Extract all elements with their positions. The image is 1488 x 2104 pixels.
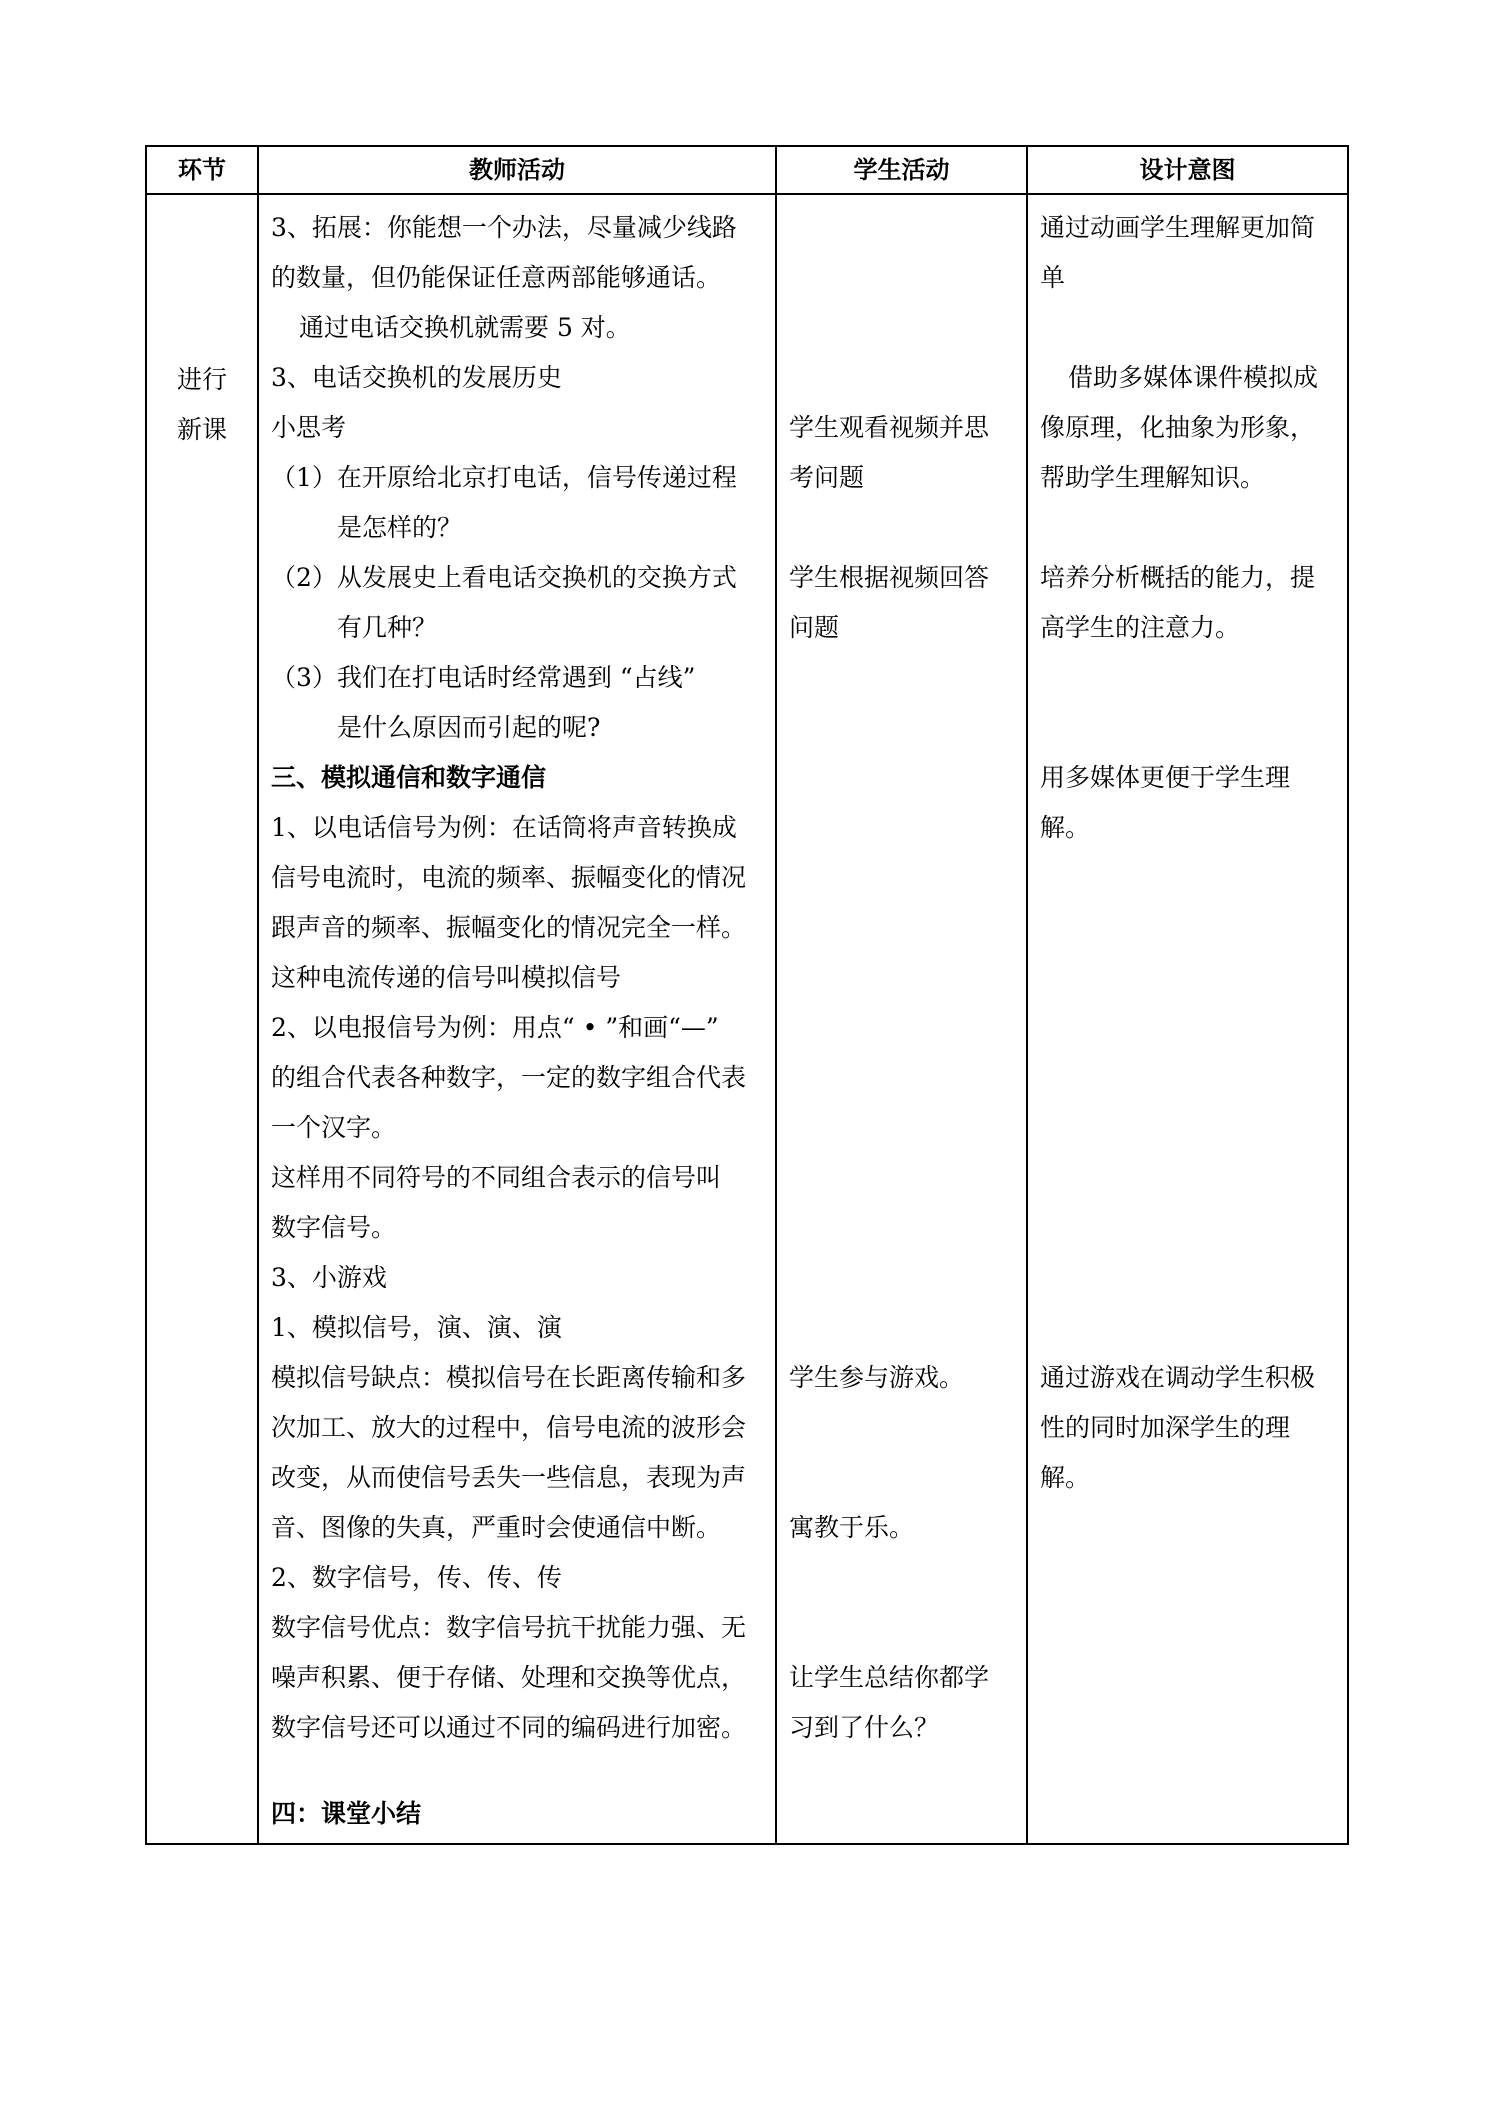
design-line: 通过游戏在调动学生积极 bbox=[1040, 1363, 1316, 1392]
design-line: 通过动画学生理解更加简 bbox=[1040, 213, 1316, 242]
teacher-line: 数字信号还可以通过不同的编码进行加密。 bbox=[271, 1713, 747, 1742]
teacher-line: 这种电流传递的信号叫模拟信号 bbox=[271, 963, 622, 992]
stage-label-line: 新课 bbox=[177, 415, 228, 444]
design-line: 帮助学生理解知识。 bbox=[1040, 463, 1266, 492]
teacher-line: 这样用不同符号的不同组合表示的信号叫 bbox=[271, 1163, 722, 1192]
header-row bbox=[146, 146, 1348, 194]
teacher-line: 噪声积累、便于存储、处理和交换等优点， bbox=[271, 1663, 747, 1692]
stage-label-line: 进行 bbox=[177, 365, 228, 394]
teacher-line: 数字信号。 bbox=[271, 1213, 397, 1242]
teacher-line: 信号电流时，电流的频率、振幅变化的情况 bbox=[271, 863, 747, 892]
teacher-line: 2、数字信号，传、传、传 bbox=[271, 1563, 562, 1592]
header-design-intent: 设计意图 bbox=[1027, 146, 1348, 194]
teacher-line: 1、以电话信号为例：在话筒将声音转换成 bbox=[271, 813, 737, 842]
student-line: 寓教于乐。 bbox=[789, 1513, 915, 1542]
stage-cell bbox=[146, 194, 258, 1844]
student-line: 让学生总结你都学 bbox=[789, 1663, 990, 1692]
header-teacher-activity: 教师活动 bbox=[258, 146, 776, 194]
teacher-line: （1）在开原给北京打电话，信号传递过程 bbox=[271, 463, 737, 492]
teacher-line: 3、拓展：你能想一个办法，尽量减少线路 bbox=[271, 213, 737, 242]
student-activity-cell bbox=[776, 194, 1027, 1844]
teacher-line: 跟声音的频率、振幅变化的情况完全一样。 bbox=[271, 913, 747, 942]
teacher-line: 一个汉字。 bbox=[271, 1113, 397, 1142]
student-line: 考问题 bbox=[789, 463, 865, 492]
lesson-plan-table bbox=[145, 145, 1349, 1845]
design-line: 高学生的注意力。 bbox=[1040, 613, 1241, 642]
teacher-line: 次加工、放大的过程中，信号电流的波形会 bbox=[271, 1413, 747, 1442]
student-line: 习到了什么？ bbox=[789, 1713, 940, 1742]
student-line: 学生根据视频回答 bbox=[789, 563, 990, 592]
teacher-line: 是什么原因而引起的呢? bbox=[337, 713, 601, 742]
teacher-line: 3、电话交换机的发展历史 bbox=[271, 363, 562, 392]
teacher-line: 是怎样的？ bbox=[337, 513, 463, 542]
section-heading: 四：课堂小结 bbox=[271, 1799, 422, 1828]
teacher-line: 小思考 bbox=[271, 413, 347, 442]
teacher-line: 的组合代表各种数字，一定的数字组合代表 bbox=[271, 1063, 747, 1092]
content-row bbox=[146, 194, 1348, 1844]
design-line: 培养分析概括的能力，提 bbox=[1040, 563, 1316, 592]
teacher-line: 通过电话交换机就需要 5 对。 bbox=[299, 313, 631, 342]
design-line: 借助多媒体课件模拟成 bbox=[1068, 363, 1319, 392]
student-line: 学生参与游戏。 bbox=[789, 1363, 965, 1392]
header-stage: 环节 bbox=[146, 146, 258, 194]
design-line: 性的同时加深学生的理 bbox=[1040, 1413, 1291, 1442]
teacher-line: 2、以电报信号为例：用点“ • ”和画“—” bbox=[271, 1013, 719, 1042]
design-line: 解。 bbox=[1040, 813, 1091, 842]
teacher-line: 改变，从而使信号丢失一些信息，表现为声 bbox=[271, 1463, 747, 1492]
design-line: 解。 bbox=[1040, 1463, 1091, 1492]
student-line: 问题 bbox=[789, 613, 840, 642]
teacher-line: 有几种？ bbox=[337, 613, 438, 642]
design-line: 像原理，化抽象为形象， bbox=[1040, 413, 1316, 442]
teacher-line: 音、图像的失真，严重时会使通信中断。 bbox=[271, 1513, 722, 1542]
teacher-line: 模拟信号缺点：模拟信号在长距离传输和多 bbox=[271, 1363, 747, 1392]
student-line: 学生观看视频并思 bbox=[789, 413, 990, 442]
header-student-activity: 学生活动 bbox=[776, 146, 1027, 194]
teacher-line: 1、模拟信号，演、演、演 bbox=[271, 1313, 562, 1342]
teacher-activity-cell bbox=[258, 194, 776, 1844]
teacher-line: 的数量，但仍能保证任意两部能够通话。 bbox=[271, 263, 722, 292]
section-heading: 三、模拟通信和数字通信 bbox=[271, 763, 547, 792]
design-intent-cell bbox=[1027, 194, 1348, 1844]
teacher-line: 数字信号优点：数字信号抗干扰能力强、无 bbox=[271, 1613, 747, 1642]
design-line: 用多媒体更便于学生理 bbox=[1040, 763, 1291, 792]
teacher-line: （2）从发展史上看电话交换机的交换方式 bbox=[271, 563, 737, 592]
design-line: 单 bbox=[1040, 263, 1066, 292]
teacher-line: 3、小游戏 bbox=[271, 1263, 387, 1292]
teacher-line: （3）我们在打电话时经常遇到 “占线” bbox=[271, 663, 696, 692]
